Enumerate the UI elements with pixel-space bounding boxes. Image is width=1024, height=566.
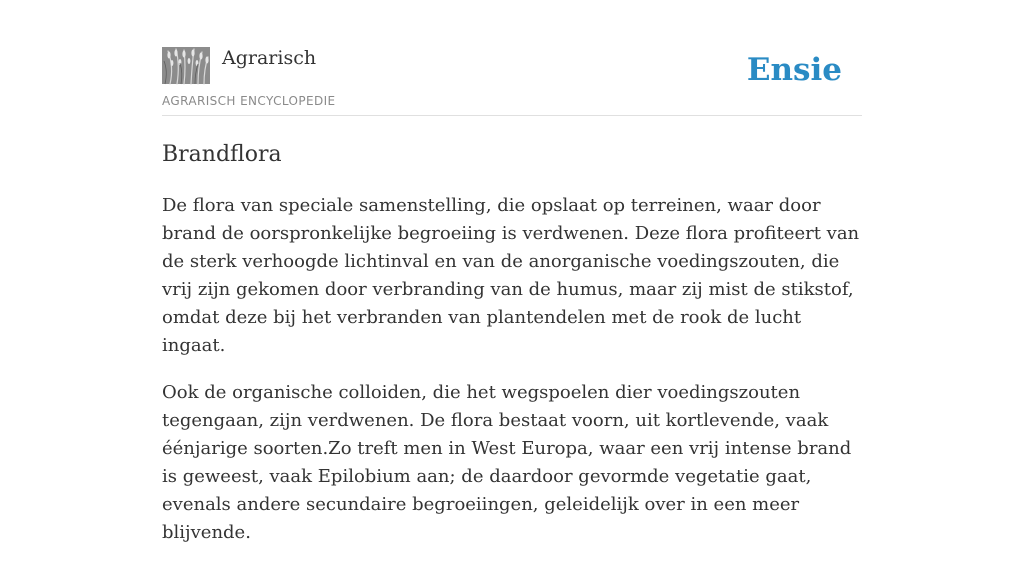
source-subtitle: AGRARISCH ENCYCLOPEDIE xyxy=(162,94,336,108)
article-paragraph: De flora van speciale samenstelling, die opslaat op terreinen, waar door brand de oorspronkelijke begroeiing is verdwenen. Deze flora profiteert van de sterk verhoogde lichtinval en van de anorganische voedingszouten, die vrij zijn gekomen door verbranding van de humus, maar zij mist de stikstof, omdat deze bij het verbranden van plantendelen met de rook de lucht ingaat. xyxy=(162,195,860,356)
article-body xyxy=(162,192,868,566)
wheat-icon[interactable] xyxy=(162,47,210,84)
article-paragraph: Ook de organische colloiden, die het wegspoelen dier voedingszouten tegengaan, zijn verdwenen. De flora bestaat voorn, uit kortlevende, vaak éénjarige soorten.Zo treft men in West Europa, waar een vrij intense brand is geweest, vaak Epilobium aan; de daardoor gevormde vegetatie gaat, evenals andere secundaire begroeiingen, geleidelijk over in een meer blijvende. xyxy=(162,382,852,543)
source-name[interactable]: Agrarisch xyxy=(222,47,317,69)
source-header xyxy=(162,46,862,116)
page-title: Brandflora xyxy=(162,142,282,167)
brand-logo-link[interactable]: Ensie xyxy=(746,52,842,88)
